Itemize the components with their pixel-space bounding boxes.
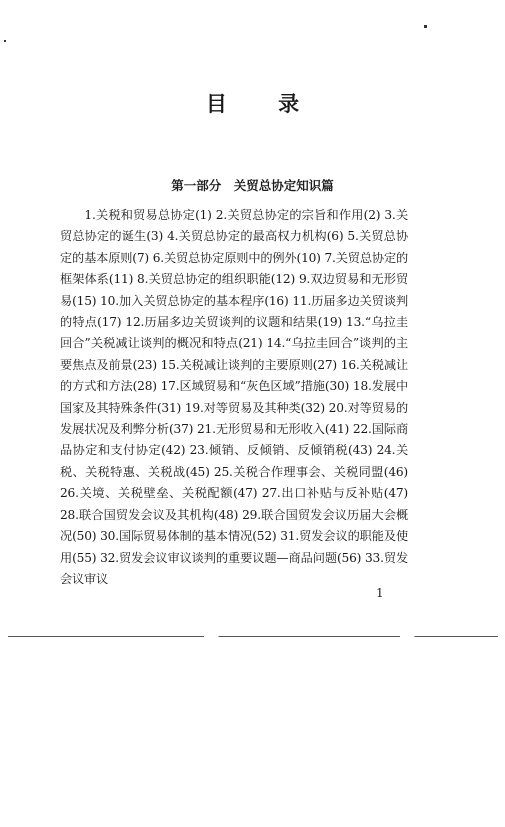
page-number: 1 — [376, 586, 384, 600]
page-bottom-rule — [8, 636, 498, 637]
page-title: 目 录 — [205, 91, 322, 116]
toc-entries-paragraph: 1.关税和贸易总协定(1) 2.关贸总协定的宗旨和作用(2) 3.关贸总协定的诞生(3) 4.关贸总协定的最高权力机构(6) 5.关贸总协定的基本原则(7) 6.关贸总协定原则中的例外(10) 7.关贸总协定的框架体系(11) 8.关贸总协定的组织职能(12) 9.双边贸易和无形贸易(15) 10.加入关贸总协定的基本程序(16) 11.历届多边关贸谈判的特点(17) 12.历届多边关贸谈判的议题和结果(19) 13.“乌拉圭回合”关税减让谈判的概况和特点(21) 14.“乌拉圭回合”谈判的主要焦点及前景(23) 15.关税减让谈判的主要原则(27) 16.关税减让的方式和方法(28) 17.区域贸易和“灰色区域”措施(30) 18.发展中国家及其特殊条件(31) 19.对等贸易及其种类(32) 20.对等贸易的发展状况及利弊分析(37) 21.无形贸易和无形收入(41) 22.国际商品协定和支付协定(42) 23.倾销、反倾销、反倾销税(43) 24.关税、关税特惠、关税战(45) 25.关税合作理事会、关税同盟(46) 26.关境、关税壁垒、关税配额(47) 27.出口补贴与反补贴(47) 28.联合国贸发会议及其机构(48) 29.联合国贸发会议历届大会概况(50) 30.国际贸易体制的基本情况(52) 31.贸发会议的职能及使用(55) 32.贸发会议审议谈判的重要议题—商品问题(56) 33.贸发会议审议 — [60, 208, 408, 586]
scan-mark-top-right — [424, 25, 427, 28]
scan-mark-left — [4, 40, 6, 42]
section-heading: 第一部分 关贸总协定知识篇 — [171, 178, 334, 193]
